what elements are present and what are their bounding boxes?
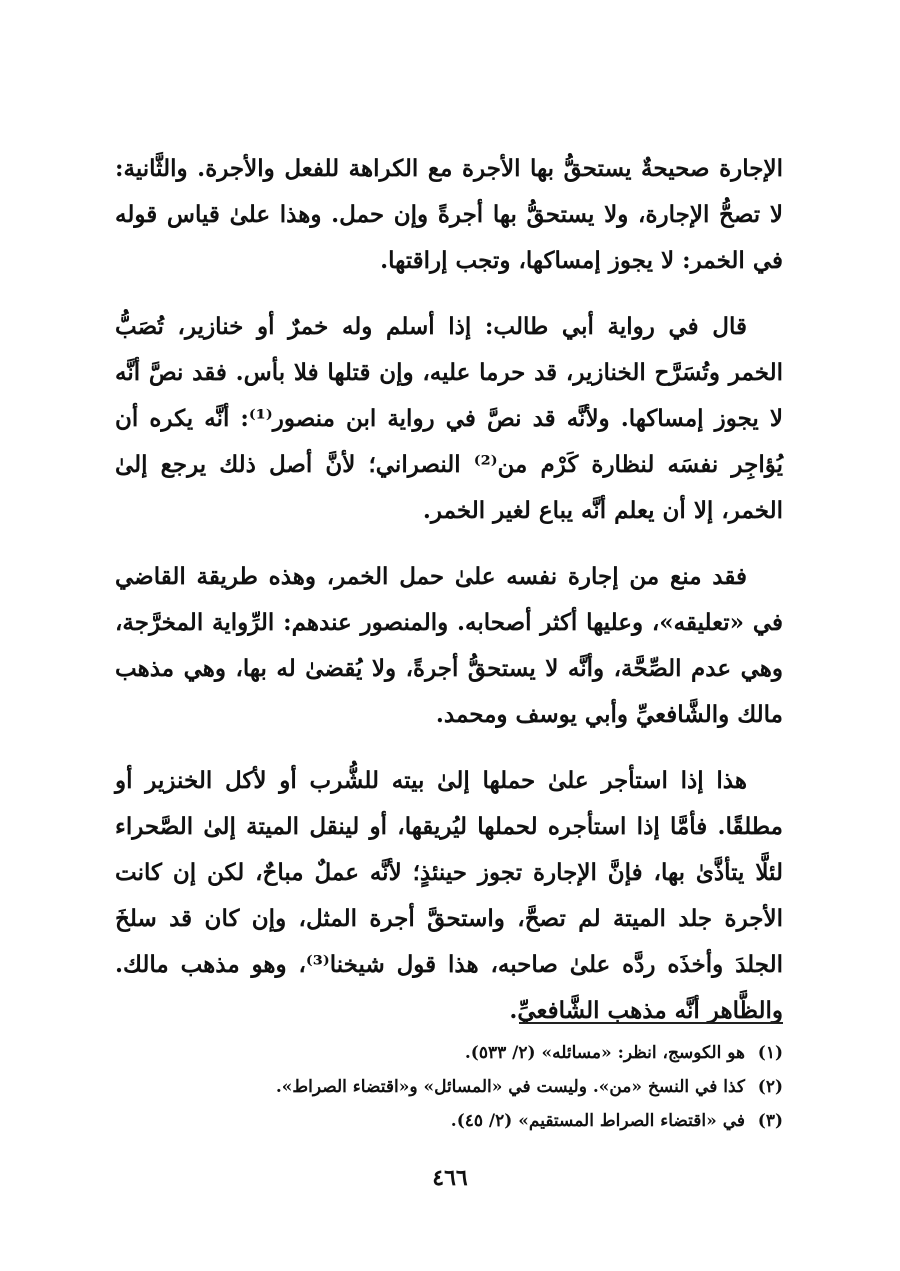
footnote-text: هو الكوسج، انظر: «مسائله» (٢/ ٥٣٣). xyxy=(464,1043,745,1063)
footnote-2 xyxy=(115,1070,783,1104)
footnote-divider xyxy=(519,1022,783,1024)
footnote-3 xyxy=(115,1104,783,1138)
paragraph-2: قال في رواية أبي طالب: إذا أسلم وله خمرٌ أو خنازير، تُصَبُّ الخمر وتُسَرَّح الخنازير، قد حرما عليه، وإن قتلها فلا بأس. فقد نصَّ أنَّه لا يجوز إمساكها. ولأنَّه قد نصَّ في رواية ابن منصور⁽¹⁾: أنَّه يكره أن يُؤاجِر نفسَه لنظارة كَرْم من⁽²⁾ النصراني؛ لأنَّ أصل ذلك يرجع إلىٰ الخمر، إلا أن يعلم أنَّه يباع لغير الخمر. xyxy=(115,313,783,524)
footnotes xyxy=(115,1036,783,1138)
paragraph-3: فقد منع من إجارة نفسه علىٰ حمل الخمر، وهذه طريقة القاضي في «تعليقه»، وعليها أكثر أصحابه. والمنصور عندهم: الرِّواية المخرَّجة، وهي عدم الصِّحَّة، وأنَّه لا يستحقُّ أجرةً، ولا يُقضىٰ له بها، وهي مذهب مالك والشَّافعيِّ وأبي يوسف ومحمد. xyxy=(115,563,783,728)
footnote-1 xyxy=(115,1036,783,1070)
footnote-number: (٢) xyxy=(757,1077,783,1097)
footnote-text: كذا في النسخ «من». وليست في «المسائل» و«اقتضاء الصراط». xyxy=(275,1077,745,1097)
main-text xyxy=(115,146,783,1054)
paragraph-1: الإجارة صحيحةٌ يستحقُّ بها الأجرة مع الكراهة للفعل والأجرة. والثَّانية: لا تصحُّ الإجارة، ولا يستحقُّ بها أجرةً وإن حمل. وهذا علىٰ قياس قوله في الخمر: لا يجوز إمساكها، وتجب إراقتها. xyxy=(115,155,783,274)
paragraph-4: هذا إذا استأجر علىٰ حملها إلىٰ بيته للشُّرب أو لأكل الخنزير أو مطلقًا. فأمَّا إذا استأجره لحملها ليُريقها، أو لينقل الميتة إلىٰ الصَّحراء لئلَّا يتأذَّىٰ بها، فإنَّ الإجارة تجوز حينئذٍ؛ لأنَّه عملٌ مباحٌ، لكن إن كانت الأجرة جلد الميتة لم تصحَّ، واستحقَّ أجرة المثل، وإن كان قد سلخَ الجلدَ وأخذَه ردَّه علىٰ صاحبه، هذا قول شيخنا⁽³⁾، وهو مذهب مالك. والظَّاهر أنَّه مذهب الشَّافعيِّ. xyxy=(115,767,784,1024)
footnote-number: (٣) xyxy=(757,1111,783,1131)
footnote-text: في «اقتضاء الصراط المستقيم» (٢/ ٤٥). xyxy=(450,1111,745,1131)
footnote-number: (١) xyxy=(757,1043,783,1063)
page-number: ٤٦٦ xyxy=(432,1165,468,1191)
